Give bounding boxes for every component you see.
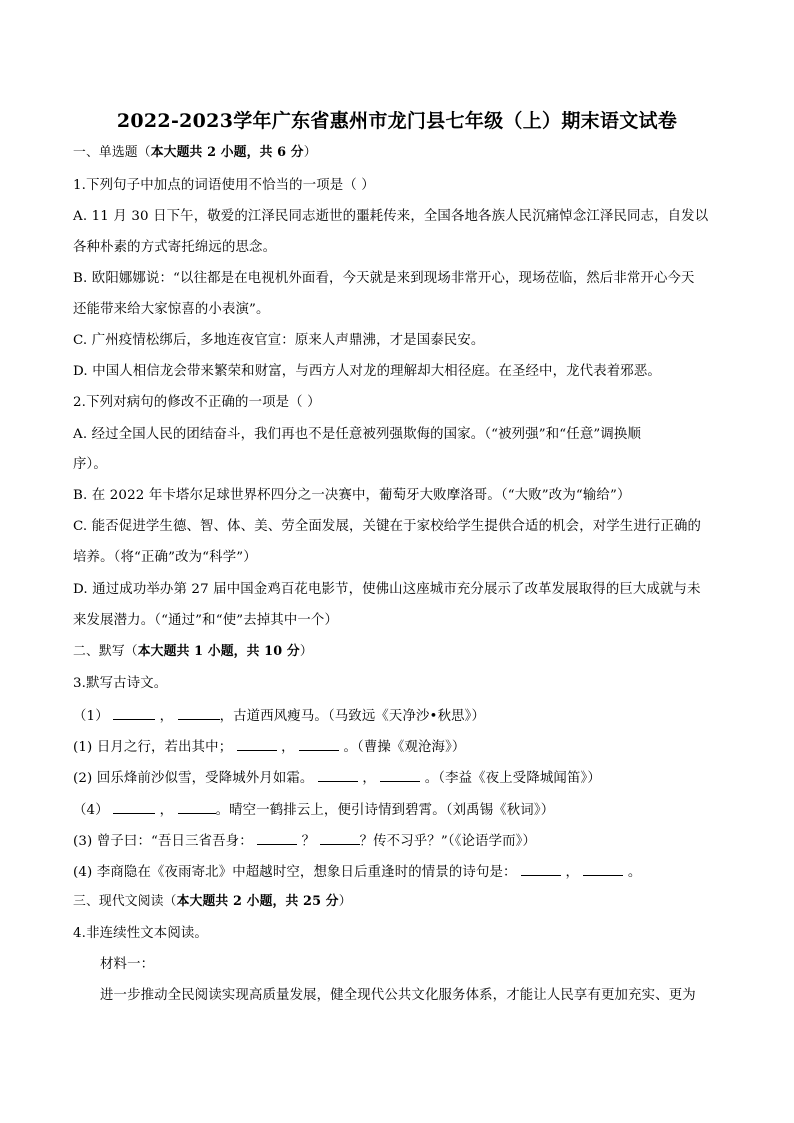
dictation-text: ， [281, 740, 295, 755]
material-heading: 材料一： [100, 957, 155, 972]
question-4-stem: 4.非连续性文本阅读。 [73, 926, 208, 941]
dictation-text: ， [159, 803, 174, 818]
dictation-prefix: （1） [73, 709, 109, 724]
question-2-option-c-cont: 培养。（将“正确”改为“科学”） [73, 550, 257, 565]
question-1-stem: 1.下列句子中加点的词语使用不恰当的一项是（ ） [73, 178, 375, 193]
question-2-option-a-cont: 序）。 [73, 457, 107, 472]
answer-blank[interactable] [113, 800, 155, 814]
dictation-line [73, 737, 465, 757]
dictation-text: ， [159, 709, 174, 724]
question-3-stem: 3.默写古诗文。 [73, 676, 168, 691]
dictation-text: 。（曹操《观沧海》） [343, 740, 466, 755]
answer-blank[interactable] [257, 831, 297, 845]
dictation-prefix: (4) 李商隐在《夜雨寄北》中超越时空，想象日后重逢时的情景的诗句是： [73, 865, 517, 880]
answer-blank[interactable] [380, 768, 420, 782]
section-info: 本大题共 1 小题，共 10 分 [137, 644, 300, 659]
answer-blank[interactable] [521, 862, 561, 876]
dictation-text: ？ [301, 834, 316, 849]
section-suffix: ） [303, 145, 317, 160]
dictation-line [73, 706, 485, 726]
question-1-option-d: D. 中国人相信龙会带来繁荣和财富，与西方人对龙的理解却大相径庭。在圣经中，龙代表着邪恶。 [73, 364, 661, 379]
question-1-option-a: A. 11 月 30 日下午，敬爱的江泽民同志逝世的噩耗传来，全国各地各族人民沉痛悼念江泽民同志，自发以 [73, 209, 709, 224]
section-heading-single-choice [73, 144, 317, 162]
answer-blank[interactable] [583, 862, 623, 876]
question-1-option-b: B. 欧阳娜娜说：“以往都是在电视机外面看，今天就是来到现场非常开心，现场莅临，然后非常开心今天 [73, 271, 695, 286]
answer-blank[interactable] [113, 706, 155, 720]
section-heading-dictation [73, 643, 313, 661]
dictation-text: 。晴空一鹤排云上，便引诗情到碧霄。（刘禹锡《秋词》） [215, 803, 555, 818]
answer-blank[interactable] [178, 800, 216, 814]
answer-blank[interactable] [299, 737, 339, 751]
material-paragraph: 进一步推动全民阅读实现高质量发展，健全现代公共文化服务体系，才能让人民享有更加充实、更为 [100, 988, 696, 1003]
answer-blank[interactable] [318, 768, 358, 782]
question-1-option-c: C. 广州疫情松绑后，多地连夜官宣：原来人声鼎沸，才是国泰民安。 [73, 333, 485, 348]
dictation-prefix: (2) 回乐烽前沙似雪，受降城外月如霜。 [73, 771, 314, 786]
dictation-text: ， [362, 771, 376, 786]
section-heading-reading [73, 893, 352, 911]
answer-blank[interactable] [178, 706, 220, 720]
section-suffix: ） [299, 644, 313, 659]
dictation-prefix: （4） [73, 803, 109, 818]
dictation-line [73, 768, 601, 788]
section-prefix: 三、现代文阅读（ [73, 894, 177, 909]
dictation-prefix: (1) 日月之行，若出其中； [73, 740, 233, 755]
question-2-stem: 2.下列对病句的修改不正确的一项是（ ） [73, 395, 321, 410]
dictation-line [73, 862, 641, 882]
section-prefix: 二、默写（ [73, 644, 138, 659]
dictation-text: ， [565, 865, 579, 880]
dictation-line [73, 831, 536, 851]
section-info: 本大题共 2 小题，共 6 分 [150, 145, 304, 160]
section-info: 本大题共 2 小题，共 25 分 [176, 894, 339, 909]
question-2-option-d-cont: 来发展潜力。（“通过”和“使”去掉其中一个） [73, 613, 339, 628]
answer-blank[interactable] [237, 737, 277, 751]
dictation-prefix: (3) 曾子曰：“吾日三省吾身： [73, 834, 253, 849]
question-2-option-d: D. 通过成功举办第 27 届中国金鸡百花电影节，使佛山这座城市充分展示了改革发展取得的巨大成就与未 [73, 582, 701, 597]
dictation-text: 。 [627, 865, 642, 880]
section-suffix: ） [338, 894, 352, 909]
dictation-text: 。（李益《夜上受降城闻笛》） [424, 771, 601, 786]
question-1-option-a-cont: 各种朴素的方式寄托绵远的思念。 [73, 240, 277, 255]
dictation-line [73, 800, 554, 820]
section-prefix: 一、单选题（ [73, 145, 151, 160]
exam-title: 2022-2023学年广东省惠州市龙门县七年级（上）期末语文试卷 [116, 110, 678, 132]
answer-blank[interactable] [320, 831, 360, 845]
question-1-option-b-cont: 还能带来给大家惊喜的小表演”。 [73, 302, 270, 317]
dictation-text: ，古道西风瘦马。（马致远《天净沙•秋思》） [219, 709, 486, 724]
dictation-text: ？传不习乎？”（《论语学而》） [359, 834, 537, 849]
question-2-option-b: B. 在 2022 年卡塔尔足球世界杯四分之一决赛中，葡萄牙大败摩洛哥。（“大败”改为“输给”） [73, 488, 631, 503]
question-2-option-a: A. 经过全国人民的团结奋斗，我们再也不是任意被列强欺侮的国家。（“被列强”和“任意”调换顺 [73, 427, 641, 442]
question-2-option-c: C. 能否促进学生德、智、体、美、劳全面发展，关键在于家校给学生提供合适的机会，对学生进行正确的 [73, 519, 702, 534]
